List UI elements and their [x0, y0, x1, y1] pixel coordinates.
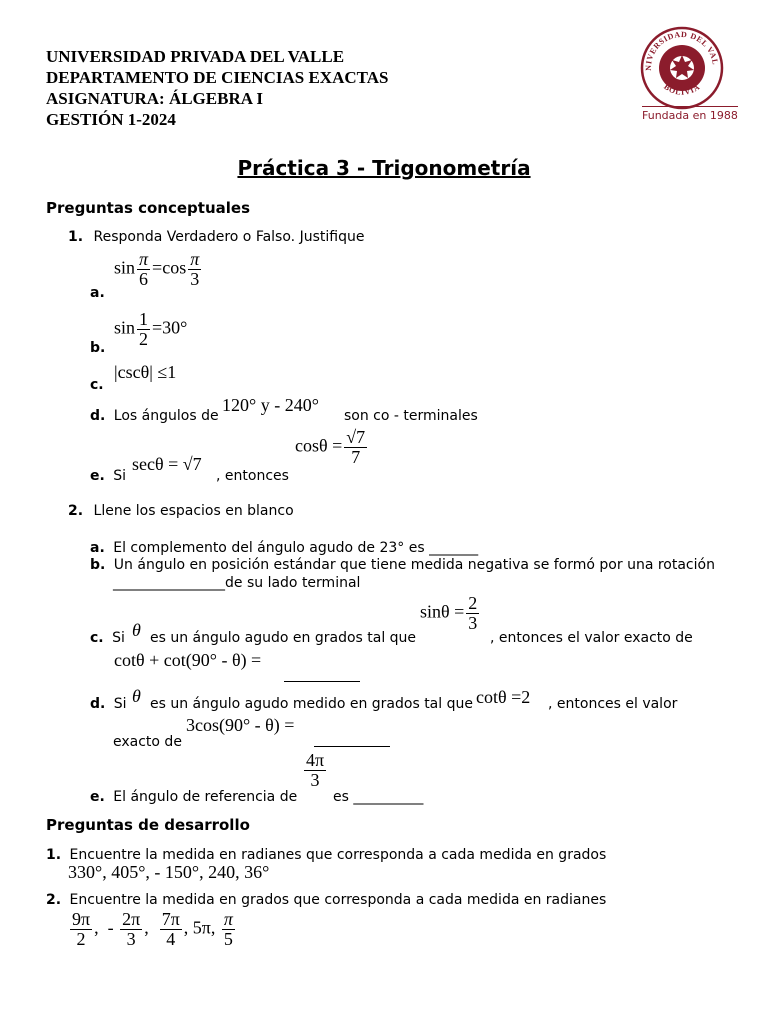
q2a: a. El complemento del ángulo agudo de 23° es _______ — [90, 540, 479, 556]
q2c-theta: θ — [132, 620, 141, 640]
q1e-mid: , entonces — [216, 468, 289, 484]
q2e-text2: es __________ — [333, 789, 424, 805]
q1e-math2: cosθ = $\frac{√7}{7}$ — [295, 427, 366, 467]
section-development-heading: Preguntas de desarrollo — [46, 816, 250, 834]
q2d-text1: es un ángulo agudo medido en grados tal que — [150, 696, 473, 712]
q1d-math: 120° y - 240° — [222, 395, 319, 415]
founded-caption: Fundada en 1988 — [642, 106, 738, 122]
q2e-fraction: $\frac{4\pi}{3}$ — [306, 750, 325, 790]
q1b-math: sin $\frac{1}{2}$ =30° — [114, 309, 188, 349]
q1b-label: b. — [90, 340, 106, 356]
header-subject: ASIGNATURA: ÁLGEBRA I — [46, 89, 263, 108]
q2b-line2: ________________de su lado terminal — [113, 575, 361, 591]
q2e: e. El ángulo de referencia de — [90, 789, 298, 805]
development-q1-values: 330°, 405°, - 150°, 240, 36° — [68, 862, 270, 882]
q1a-label: a. — [90, 285, 105, 301]
q2c-text1: es un ángulo agudo en grados tal que — [150, 630, 417, 646]
q2d-expression: 3cos(90° - θ) = — [186, 715, 295, 735]
q1e-math1: secθ = √7 — [132, 454, 202, 474]
q2c-answer-blank — [284, 667, 360, 682]
header-department: DEPARTAMENTO DE CIENCIAS EXACTAS — [46, 68, 389, 87]
q2d-answer-blank — [314, 732, 390, 747]
q2b: b. Un ángulo en posición estándar que tiene medida negativa se formó por una rotación — [90, 557, 715, 573]
development-question-1: 1. Encuentre la medida en radianes que corresponda a cada medida en grados — [46, 847, 607, 863]
header-term: GESTIÓN 1-2024 — [46, 110, 176, 129]
q1a-math: sin $\frac{\pi}{6}$ =cos $\frac{\pi}{3}$ — [114, 249, 200, 289]
q1c-math: |cscθ| ≤1 — [114, 362, 177, 382]
q2c-text2: , entonces el valor exacto de — [490, 630, 693, 646]
development-question-2: 2. Encuentre la medida en grados que corresponda a cada medida en radianes — [46, 892, 607, 908]
svg-text:UNIVERSIDAD DEL VALLE: NIVERSIDAD DEL VAL — [643, 29, 720, 71]
institution-header — [46, 46, 388, 130]
q2d-theta: θ — [132, 686, 141, 706]
q2d-text2: , entonces el valor — [548, 696, 678, 712]
q2d-text3: exacto de — [113, 734, 182, 750]
q2d: d. Si — [90, 696, 127, 712]
header-university: UNIVERSIDAD PRIVADA DEL VALLE — [46, 47, 345, 66]
q2d-condition: cotθ =2 — [476, 687, 531, 707]
question-2: 2. Llene los espacios en blanco — [68, 503, 294, 519]
q2c-condition: sinθ = $\frac{2}{3}$ — [420, 593, 478, 633]
q1c-label: c. — [90, 377, 104, 393]
q1e: e. Si — [90, 468, 127, 484]
q1d: d. Los ángulos de — [90, 408, 219, 424]
q2c: c. Si — [90, 630, 125, 646]
q1d-post: son co - terminales — [344, 408, 478, 424]
page-title: Práctica 3 - Trigonometría — [237, 156, 531, 180]
question-1: 1. Responda Verdadero o Falso. Justifique — [68, 229, 365, 245]
q2c-expression: cotθ + cot(90° - θ) = — [114, 650, 262, 670]
development-q2-values: $\frac{9\pi}{2}$ , - $\frac{2\pi}{3}$ , $\frac{7\pi}{4}$ , 5π, $\frac{\pi}{5}$ — [72, 909, 233, 949]
section-conceptual-heading: Preguntas conceptuales — [46, 199, 250, 217]
university-logo — [636, 22, 738, 126]
svg-text:BOLIVIA: BOLIVIA — [662, 82, 702, 97]
